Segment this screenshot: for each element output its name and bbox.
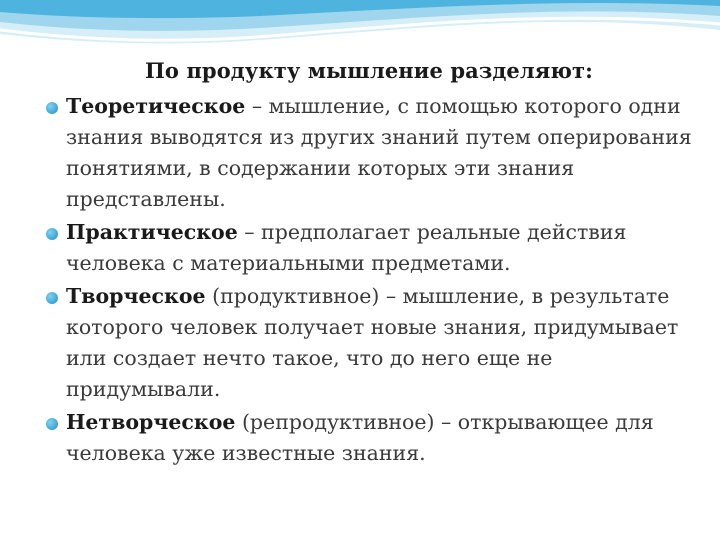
bullet-icon	[46, 418, 58, 430]
term-label: Нетворческое	[66, 410, 236, 434]
bullet-icon	[46, 292, 58, 304]
list-item	[44, 217, 694, 279]
term-label: Практическое	[66, 220, 238, 244]
slide-content	[44, 58, 694, 471]
list-item	[44, 407, 694, 469]
term-description: (продуктивное) – мышление, в результате которого человек получает новые знания, придумывает или создает нечто такое, что до него еще не придумывали.	[66, 284, 679, 401]
term-description: – мышление, с помощью которого одни знания выводятся из других знаний путем оперирования понятиями, в содержании которых эти знания представлены.	[66, 94, 692, 211]
list-item	[44, 281, 694, 405]
bullet-list	[44, 91, 694, 469]
term-label: Творческое	[66, 284, 206, 308]
bullet-icon	[46, 102, 58, 114]
term-label: Теоретическое	[66, 94, 246, 118]
bullet-icon	[46, 228, 58, 240]
list-item	[44, 91, 694, 215]
slide-heading: По продукту мышление разделяют:	[145, 58, 593, 83]
term-description: (репродуктивное) – открывающее для человека уже известные знания.	[66, 410, 654, 465]
term-description: – предполагает реальные действия человека с материальными предметами.	[66, 220, 627, 275]
